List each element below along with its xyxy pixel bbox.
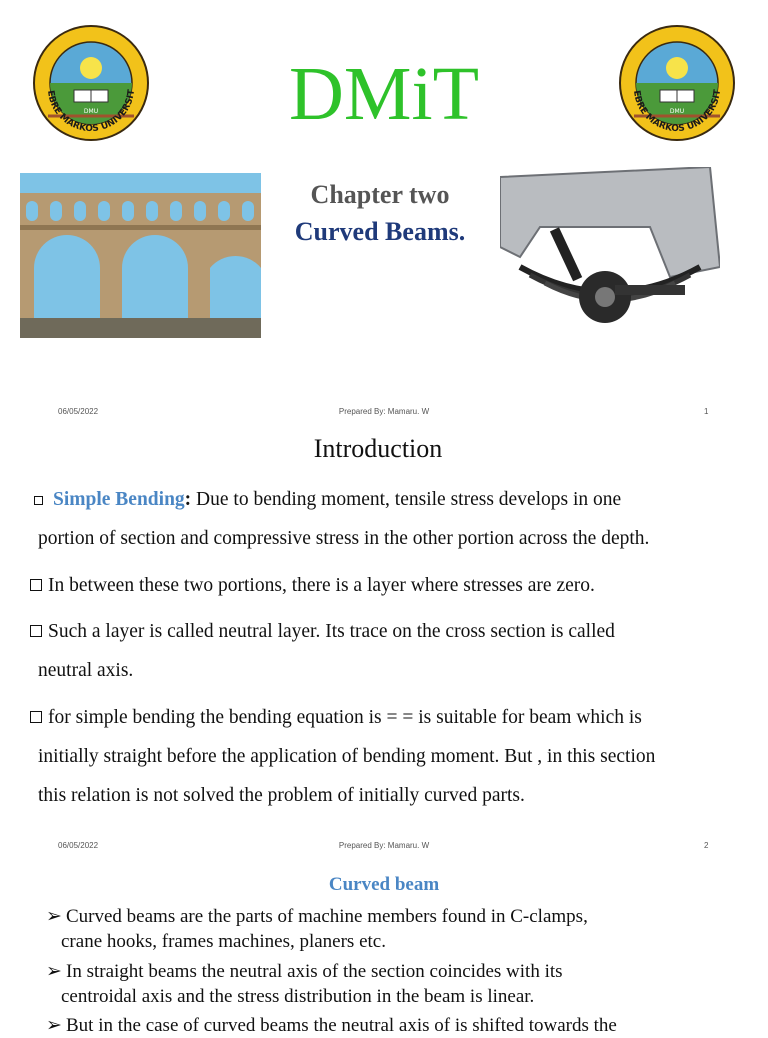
paragraph-line: initially straight before the application of bending moment. But , in this section [38, 746, 656, 767]
bullet-straight-beams [46, 959, 722, 1009]
colon: : [184, 489, 192, 510]
checkbox-bullet-icon [34, 496, 43, 505]
paragraph-simple-bending [38, 480, 750, 558]
logo-text: EBRE MARKOS UNIVERSIT [45, 88, 138, 135]
logo-ribbon: DMU [669, 108, 685, 115]
footer-date: 06/05/2022 [58, 841, 99, 850]
footer-author: Prepared By: Mamaru. W [338, 841, 430, 850]
checkbox-bullet-icon [30, 711, 42, 723]
logo-text: EBRE MARKOS UNIVERSIT [631, 88, 724, 135]
bullet-line: centroidal axis and the stress distribution in the beam is linear. [61, 986, 535, 1007]
bullet-line: But in the case of curved beams the neutral axis of is shifted towards the [66, 1015, 617, 1036]
paragraph-line: Such a layer is called neutral layer. Its trace on the cross section is called [48, 621, 615, 642]
slide-title: DMiT [289, 52, 479, 136]
logo-ribbon: DMU [83, 108, 99, 115]
paragraph-line: this relation is not solved the problem of initially curved parts. [38, 785, 525, 806]
bullet-line: crane hooks, frames machines, planers etc. [61, 931, 386, 952]
slide-heading: Curved beam [328, 874, 440, 895]
arrow-bullet-icon: ➢ [46, 961, 62, 982]
paragraph-line: neutral axis. [38, 660, 134, 681]
footer-author: Prepared By: Mamaru. W [338, 407, 430, 416]
paragraph-neutral-layer [38, 612, 750, 690]
bullet-curved-beam-parts [46, 904, 722, 954]
paragraph-zero-layer [38, 566, 750, 605]
checkbox-bullet-icon [30, 579, 42, 591]
paragraph-line: portion of section and compressive stress in the other portion across the depth. [38, 528, 650, 549]
arrow-bullet-icon: ➢ [46, 906, 62, 927]
paragraph-line: Due to bending moment, tensile stress develops in one [196, 489, 622, 510]
arrow-bullet-icon: ➢ [46, 1015, 62, 1036]
footer-page-number: 2 [704, 841, 709, 850]
bullet-line: Curved beams are the parts of machine members found in C-clamps, [66, 906, 588, 927]
slide-heading: Introduction [313, 434, 443, 463]
footer-page-number: 1 [704, 407, 709, 416]
bullet-curved-beams-shift [46, 1013, 722, 1038]
paragraph-line: In between these two portions, there is a layer where stresses are zero. [48, 575, 595, 596]
bullet-line: In straight beams the neutral axis of the section coincides with its [66, 961, 563, 982]
leaf-spring-image [500, 167, 720, 347]
aqueduct-image [20, 173, 261, 338]
checkbox-bullet-icon [30, 625, 42, 637]
paragraph-bending-equation [38, 698, 750, 815]
footer-date: 06/05/2022 [58, 407, 99, 416]
term-simple-bending: Simple Bending [53, 489, 185, 510]
paragraph-line: for simple bending the bending equation is = = is suitable for beam which is [48, 707, 642, 728]
chapter-label: Chapter two [310, 180, 450, 209]
chapter-subtitle: Curved Beams. [294, 217, 466, 246]
